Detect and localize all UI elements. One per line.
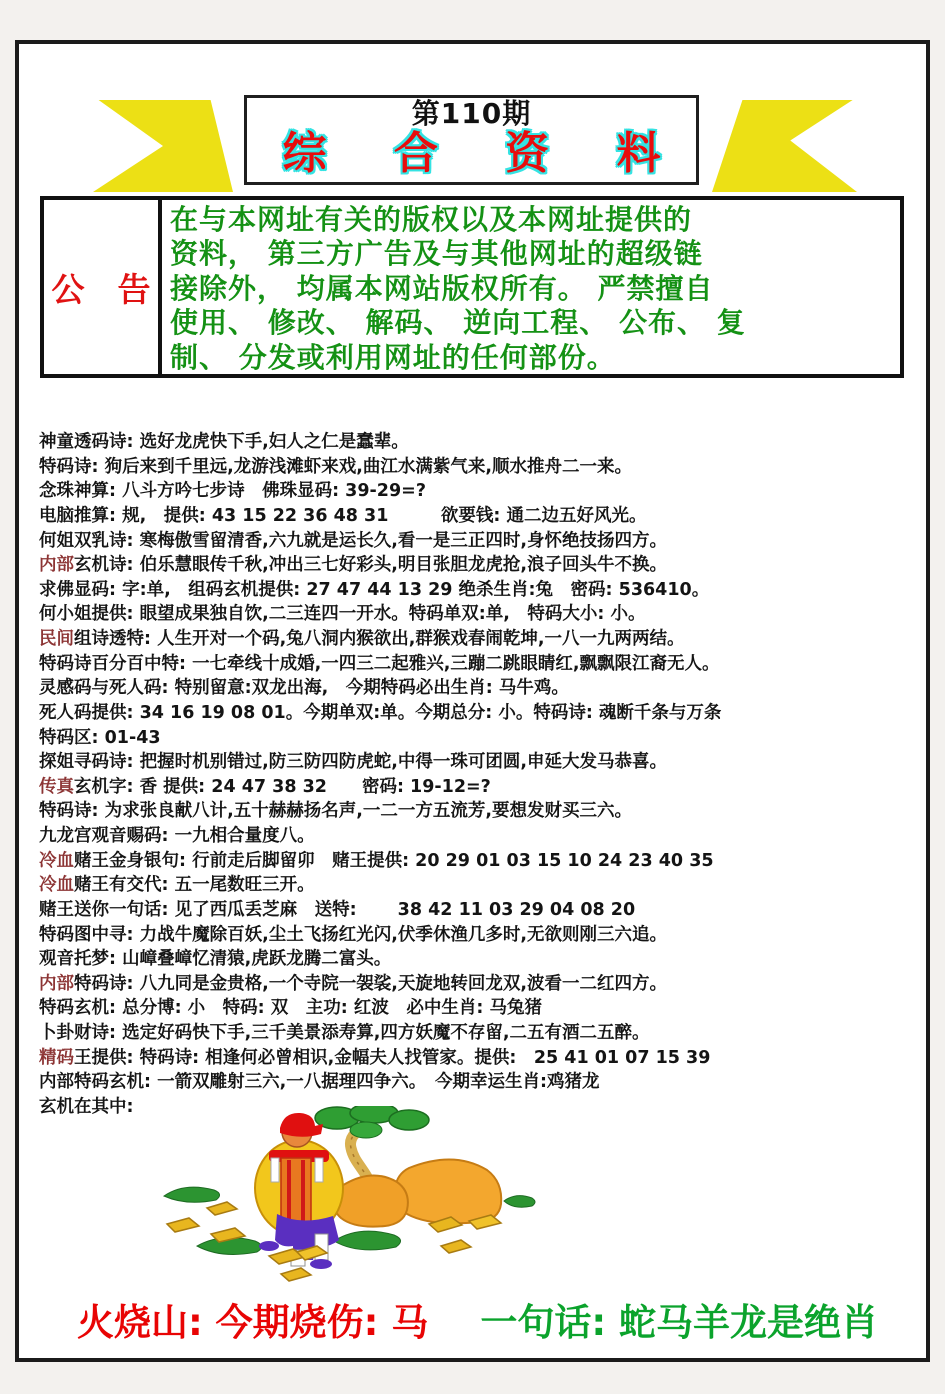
ribbon-right-icon <box>712 100 857 192</box>
notice-label: 公 告 <box>44 200 162 374</box>
page-frame <box>15 40 930 1362</box>
info-line: 灵感码与死人码: 特别留意:双龙出海, 今期特码必出生肖: 马牛鸡。 <box>39 678 569 699</box>
notice-line: 接除外， 均属本网站版权所有。 严禁擅自 <box>170 271 714 305</box>
info-line: 特码诗: 为求张良献八计,五十赫赫扬名声,一二一方五流芳,要想发财买三六。 <box>39 801 633 822</box>
info-line: 何小姐提供: 眼望成果独自饮,二三连四一开水。特码单双:单, 特码大小: 小。 <box>39 604 646 625</box>
info-line: 念珠神算: 八斗方吟七步诗 佛珠显码: 39-29=? <box>39 481 426 502</box>
footer-line <box>19 1292 926 1352</box>
info-line: 何姐双乳诗: 寒梅傲雪留清香,六九就是运长久,看一是三正四时,身怀绝技扬四方。 <box>39 530 668 551</box>
info-line: 求佛显码: 字:单, 组码玄机提供: 27 47 44 13 29 绝杀生肖:兔 密码: 536410。 <box>39 579 710 600</box>
notice-line: 使用、 修改、 解码、 逆向工程、 公布、 复 <box>170 306 746 340</box>
info-line: 民间组诗透特: 人生开对一个码,兔八洞内猴欲出,群猴戏春闹乾坤,一八一九两两结。 <box>39 629 685 649</box>
info-line: 九龙宫观音赐码: 一九相合量度八。 <box>39 826 315 846</box>
info-line: 观音托梦: 山嶂叠嶂忆清猿,虎跃龙腾二富头。 <box>39 949 392 970</box>
notice-text <box>162 200 900 374</box>
info-line: 卜卦财诗: 选定好码快下手,三千美景添寿算,四方妖魔不存留,二五有酒二五醉。 <box>39 1023 650 1043</box>
notice-line: 资料， 第三方广告及与其他网址的超级链 <box>170 237 703 271</box>
notice-line: 制、 分发或利用网址的任何部份。 <box>170 340 616 374</box>
person-icon <box>255 1113 343 1269</box>
info-line: 死人码提供: 34 16 19 08 01。今期单双:单。今期总分: 小。特码诗: 魂断千条与万条 <box>39 702 722 723</box>
info-line: 特码玄机: 总分博: 小 特码: 双 主功: 红波 必中生肖: 马兔猪 <box>39 998 542 1019</box>
info-line: 玄机在其中: <box>39 1096 134 1117</box>
gold-seeker-illustration <box>119 1106 559 1296</box>
info-line: 电脑推算: 规, 提供: 43 15 22 36 48 31 欲要钱: 通二边五好风光。 <box>39 505 647 526</box>
info-line: 内部特码玄机: 一箭双雕射三六,一八据理四争六。 今期幸运生肖:鸡猪龙 <box>39 1072 600 1093</box>
info-line: 神童透码诗: 选好龙虎快下手,妇人之仁是蠢辈。 <box>39 432 409 452</box>
info-line: 特码诗: 狗后来到千里远,龙游浅滩虾来戏,曲江水满紫气来,顺水推舟二一来。 <box>39 456 633 477</box>
info-line: 冷血赌王有交代: 五一尾数旺三开。 <box>39 875 315 896</box>
footer-green-text: 一句话: 蛇马羊龙是绝肖 <box>480 1301 879 1344</box>
info-line: 特码图中寻: 力战牛魔除百妖,尘土飞扬红光闪,伏季休渔几多时,无欲则刚三六追。 <box>39 924 668 945</box>
info-line: 赌王送你一句话: 见了西瓜丢芝麻 送特: 38 42 11 03 29 04 08 20 <box>39 899 636 920</box>
issue-number: 第110期 <box>411 97 532 130</box>
info-line: 特码区: 01-43 <box>39 727 161 748</box>
title-box <box>244 95 699 185</box>
info-line: 精码王提供: 特码诗: 相逢何必曾相识,金幅夫人找管家。提供: 25 41 01 07 15 39 <box>39 1047 711 1068</box>
info-line: 内部玄机诗: 伯乐慧眼传千秋,冲出三七好彩头,明目张胆龙虎抢,浪子回头牛不换。 <box>39 555 668 576</box>
page-title: 综 合 资 料 <box>282 128 687 179</box>
ribbon-left-icon <box>93 100 233 192</box>
info-line: 冷血赌王金身银句: 行前走后脚留卯 赌王提供: 20 29 01 03 15 10 24 23 40 35 <box>39 850 714 871</box>
info-lines <box>39 430 921 1120</box>
notice-box <box>40 196 904 378</box>
footer-red-text: 火烧山: 今期烧伤: 马 <box>77 1301 429 1344</box>
info-line: 探姐寻码诗: 把握时机别错过,防三防四防虎蛇,中得一珠可团圆,申延大发马恭喜。 <box>39 752 668 773</box>
info-line: 内部特码诗: 八九同是金贵格,一个寺院一袈裟,天旋地转回龙双,波看一二红四方。 <box>39 973 668 994</box>
notice-line: 在与本网址有关的版权以及本网址提供的 <box>170 203 693 236</box>
info-line: 特码诗百分百中特: 一七牵线十成婚,一四三二起雅兴,三蹦二跳眼睛红,飘飘限江裔无人。 <box>39 653 720 674</box>
info-line: 传真玄机字: 香 提供: 24 47 38 32 密码: 19-12=? <box>39 776 491 797</box>
